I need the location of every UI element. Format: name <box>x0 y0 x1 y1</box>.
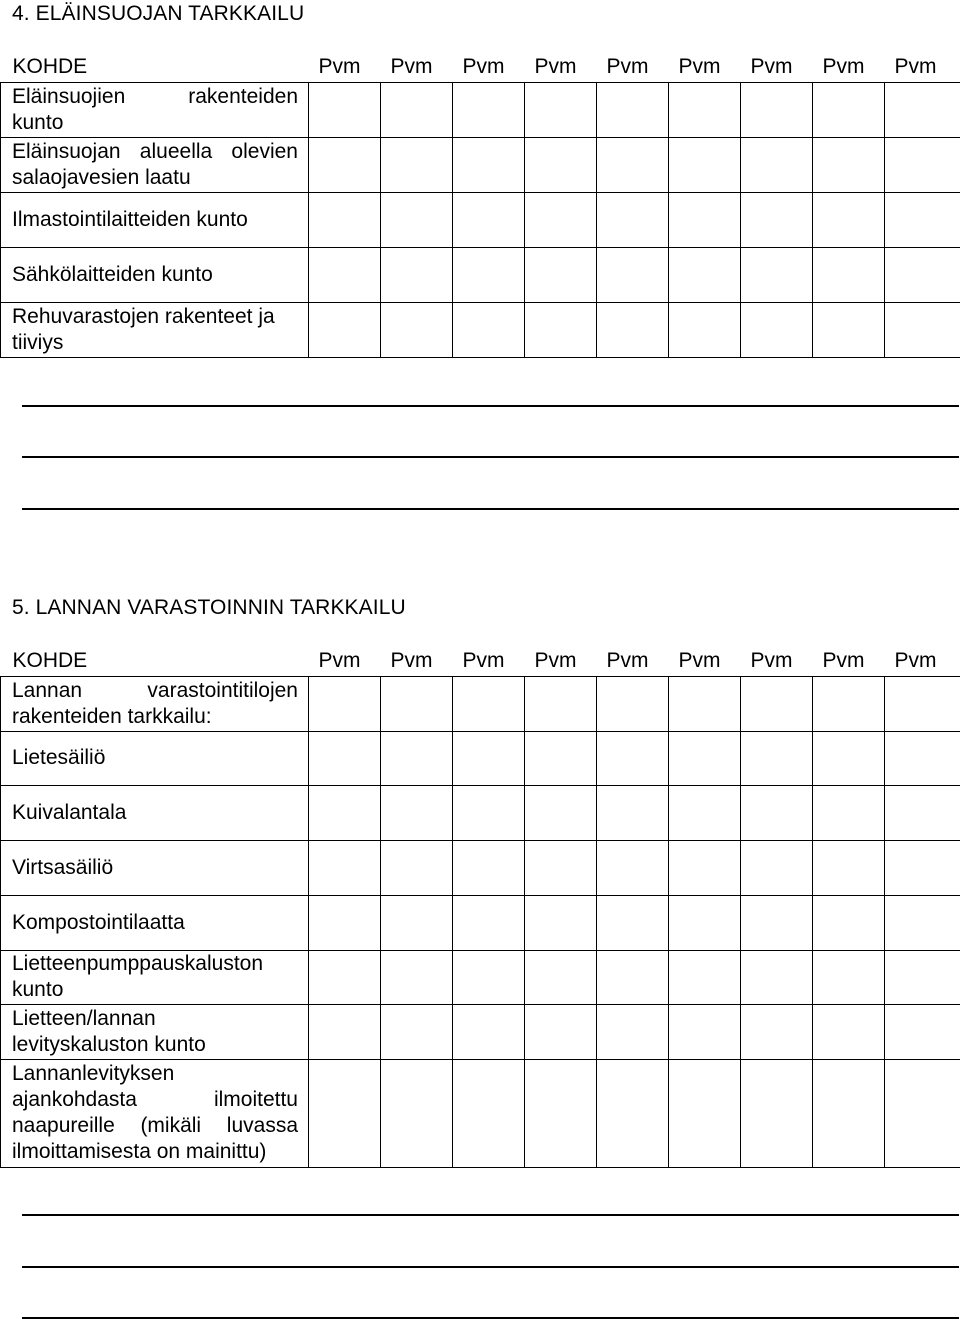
notes-line[interactable] <box>22 456 959 458</box>
column-header-date: Pvm <box>813 648 885 676</box>
table-row <box>1 1004 960 1059</box>
date-entry-cell[interactable] <box>597 950 669 1004</box>
section-5-title: 5. LANNAN VARASTOINNIN TARKKAILU <box>12 596 406 619</box>
manure-storage-inspection-table <box>0 648 960 1168</box>
column-header-date: Pvm <box>453 54 525 82</box>
table-row <box>1 676 960 731</box>
table-row <box>1 247 960 302</box>
date-entry-cell[interactable] <box>309 785 381 840</box>
column-header-date: Pvm <box>309 54 381 82</box>
date-entry-cell[interactable] <box>669 676 741 731</box>
date-entry-cell[interactable] <box>453 731 525 785</box>
column-header-date: Pvm <box>813 54 885 82</box>
date-entry-cell[interactable] <box>597 1004 669 1059</box>
date-entry-cell[interactable] <box>525 302 597 357</box>
date-entry-cell[interactable] <box>597 302 669 357</box>
date-entry-cell[interactable] <box>525 247 597 302</box>
date-entry-cell[interactable] <box>309 302 381 357</box>
date-entry-cell[interactable] <box>309 1059 381 1167</box>
row-label: Lietesäiliö <box>1 731 309 785</box>
date-entry-cell[interactable] <box>597 785 669 840</box>
date-entry-cell[interactable] <box>885 1004 960 1059</box>
notes-line[interactable] <box>22 508 959 510</box>
date-entry-cell[interactable] <box>741 247 813 302</box>
date-entry-cell[interactable] <box>309 950 381 1004</box>
date-entry-cell[interactable] <box>597 840 669 895</box>
date-entry-cell[interactable] <box>597 247 669 302</box>
date-entry-cell[interactable] <box>885 82 960 137</box>
structure-inspection-table <box>0 54 960 358</box>
date-entry-cell[interactable] <box>669 302 741 357</box>
date-entry-cell[interactable] <box>309 137 381 192</box>
date-entry-cell[interactable] <box>813 137 885 192</box>
column-header-date: Pvm <box>597 648 669 676</box>
date-entry-cell[interactable] <box>669 137 741 192</box>
date-entry-cell[interactable] <box>525 731 597 785</box>
column-header-date: Pvm <box>381 648 453 676</box>
column-header-date: Pvm <box>669 54 741 82</box>
notes-line[interactable] <box>22 405 959 407</box>
date-entry-cell[interactable] <box>381 840 453 895</box>
date-entry-cell[interactable] <box>885 302 960 357</box>
date-entry-cell[interactable] <box>669 950 741 1004</box>
row-label: Lietteenpumppauskaluston kunto <box>1 950 309 1004</box>
date-entry-cell[interactable] <box>813 302 885 357</box>
date-entry-cell[interactable] <box>669 82 741 137</box>
notes-line[interactable] <box>22 1317 959 1319</box>
date-entry-cell[interactable] <box>597 731 669 785</box>
date-entry-cell[interactable] <box>525 676 597 731</box>
date-entry-cell[interactable] <box>453 247 525 302</box>
date-entry-cell[interactable] <box>885 192 960 247</box>
date-entry-cell[interactable] <box>309 731 381 785</box>
date-entry-cell[interactable] <box>669 192 741 247</box>
column-header-date: Pvm <box>453 648 525 676</box>
date-entry-cell[interactable] <box>453 950 525 1004</box>
column-header-date: Pvm <box>885 54 960 82</box>
date-entry-cell[interactable] <box>885 731 960 785</box>
date-entry-cell[interactable] <box>885 1059 960 1167</box>
date-entry-cell[interactable] <box>453 1004 525 1059</box>
column-header-date: Pvm <box>669 648 741 676</box>
date-entry-cell[interactable] <box>381 1004 453 1059</box>
date-entry-cell[interactable] <box>813 247 885 302</box>
date-entry-cell[interactable] <box>309 82 381 137</box>
column-header-date: Pvm <box>885 648 960 676</box>
date-entry-cell[interactable] <box>381 731 453 785</box>
row-label: Virtsasäiliö <box>1 840 309 895</box>
date-entry-cell[interactable] <box>885 895 960 950</box>
date-entry-cell[interactable] <box>885 785 960 840</box>
row-label: Lietteen/lannan levityskaluston kunto <box>1 1004 309 1059</box>
date-entry-cell[interactable] <box>309 895 381 950</box>
date-entry-cell[interactable] <box>381 302 453 357</box>
date-entry-cell[interactable] <box>885 247 960 302</box>
date-entry-cell[interactable] <box>453 137 525 192</box>
date-entry-cell[interactable] <box>525 137 597 192</box>
date-entry-cell[interactable] <box>525 192 597 247</box>
date-entry-cell[interactable] <box>669 1059 741 1167</box>
date-entry-cell[interactable] <box>813 82 885 137</box>
row-label: Ilmastointilaitteiden kunto <box>1 192 309 247</box>
date-entry-cell[interactable] <box>309 192 381 247</box>
date-entry-cell[interactable] <box>525 895 597 950</box>
date-entry-cell[interactable] <box>381 676 453 731</box>
date-entry-cell[interactable] <box>741 1059 813 1167</box>
row-label: Eläinsuojien rakenteiden kunto <box>1 82 309 137</box>
date-entry-cell[interactable] <box>453 840 525 895</box>
table-header-row <box>1 648 960 676</box>
date-entry-cell[interactable] <box>597 676 669 731</box>
date-entry-cell[interactable] <box>813 676 885 731</box>
date-entry-cell[interactable] <box>669 895 741 950</box>
notes-line[interactable] <box>22 1214 959 1216</box>
row-label: Lannanlevityksen ajankohdasta ilmoitettu naapureille (mikäli luvassa ilmoittamisesta on mainittu) <box>1 1059 309 1167</box>
date-entry-cell[interactable] <box>813 192 885 247</box>
table-row <box>1 137 960 192</box>
row-label: Kompostointilaatta <box>1 895 309 950</box>
date-entry-cell[interactable] <box>453 785 525 840</box>
date-entry-cell[interactable] <box>741 731 813 785</box>
date-entry-cell[interactable] <box>813 1059 885 1167</box>
column-header-date: Pvm <box>525 648 597 676</box>
date-entry-cell[interactable] <box>813 950 885 1004</box>
date-entry-cell[interactable] <box>669 731 741 785</box>
table-row <box>1 82 960 137</box>
date-entry-cell[interactable] <box>741 1004 813 1059</box>
date-entry-cell[interactable] <box>453 895 525 950</box>
notes-line[interactable] <box>22 1266 959 1268</box>
date-entry-cell[interactable] <box>453 676 525 731</box>
table-row <box>1 950 960 1004</box>
date-entry-cell[interactable] <box>597 1059 669 1167</box>
table-row <box>1 192 960 247</box>
date-entry-cell[interactable] <box>741 950 813 1004</box>
column-header-kohde: KOHDE <box>1 648 309 676</box>
date-entry-cell[interactable] <box>309 676 381 731</box>
date-entry-cell[interactable] <box>741 895 813 950</box>
column-header-date: Pvm <box>741 54 813 82</box>
date-entry-cell[interactable] <box>597 192 669 247</box>
row-label: Sähkölaitteiden kunto <box>1 247 309 302</box>
date-entry-cell[interactable] <box>453 192 525 247</box>
table-row <box>1 1059 960 1167</box>
date-entry-cell[interactable] <box>741 137 813 192</box>
table-row <box>1 731 960 785</box>
date-entry-cell[interactable] <box>669 840 741 895</box>
date-entry-cell[interactable] <box>525 1059 597 1167</box>
date-entry-cell[interactable] <box>309 840 381 895</box>
date-entry-cell[interactable] <box>813 840 885 895</box>
date-entry-cell[interactable] <box>525 785 597 840</box>
row-label: Rehuvarastojen rakenteet ja tiiviys <box>1 302 309 357</box>
table-row <box>1 840 960 895</box>
date-entry-cell[interactable] <box>453 302 525 357</box>
date-entry-cell[interactable] <box>885 137 960 192</box>
date-entry-cell[interactable] <box>885 840 960 895</box>
column-header-date: Pvm <box>381 54 453 82</box>
date-entry-cell[interactable] <box>741 676 813 731</box>
date-entry-cell[interactable] <box>381 137 453 192</box>
table-row <box>1 785 960 840</box>
table-row <box>1 895 960 950</box>
date-entry-cell[interactable] <box>813 1004 885 1059</box>
date-entry-cell[interactable] <box>813 785 885 840</box>
date-entry-cell[interactable] <box>813 731 885 785</box>
date-entry-cell[interactable] <box>741 840 813 895</box>
date-entry-cell[interactable] <box>741 82 813 137</box>
date-entry-cell[interactable] <box>525 950 597 1004</box>
table-row <box>1 302 960 357</box>
table-header-row <box>1 54 960 82</box>
date-entry-cell[interactable] <box>525 82 597 137</box>
date-entry-cell[interactable] <box>525 1004 597 1059</box>
date-entry-cell[interactable] <box>885 950 960 1004</box>
date-entry-cell[interactable] <box>669 247 741 302</box>
date-entry-cell[interactable] <box>453 82 525 137</box>
date-entry-cell[interactable] <box>309 1004 381 1059</box>
date-entry-cell[interactable] <box>381 1059 453 1167</box>
section-4-title: 4. ELÄINSUOJAN TARKKAILU <box>12 2 305 25</box>
date-entry-cell[interactable] <box>525 840 597 895</box>
date-entry-cell[interactable] <box>381 247 453 302</box>
date-entry-cell[interactable] <box>597 137 669 192</box>
date-entry-cell[interactable] <box>741 302 813 357</box>
row-label: Lannan varastointitilojen rakenteiden tarkkailu: <box>1 676 309 731</box>
column-header-date: Pvm <box>597 54 669 82</box>
column-header-date: Pvm <box>309 648 381 676</box>
date-entry-cell[interactable] <box>597 895 669 950</box>
date-entry-cell[interactable] <box>381 785 453 840</box>
row-label: Kuivalantala <box>1 785 309 840</box>
date-entry-cell[interactable] <box>669 1004 741 1059</box>
date-entry-cell[interactable] <box>381 82 453 137</box>
date-entry-cell[interactable] <box>741 785 813 840</box>
column-header-kohde: KOHDE <box>1 54 309 82</box>
date-entry-cell[interactable] <box>381 895 453 950</box>
date-entry-cell[interactable] <box>669 785 741 840</box>
date-entry-cell[interactable] <box>381 192 453 247</box>
date-entry-cell[interactable] <box>741 192 813 247</box>
date-entry-cell[interactable] <box>813 895 885 950</box>
date-entry-cell[interactable] <box>597 82 669 137</box>
date-entry-cell[interactable] <box>381 950 453 1004</box>
date-entry-cell[interactable] <box>885 676 960 731</box>
column-header-date: Pvm <box>741 648 813 676</box>
date-entry-cell[interactable] <box>309 247 381 302</box>
column-header-date: Pvm <box>525 54 597 82</box>
row-label: Eläinsuojan alueella olevien salaojavesien laatu <box>1 137 309 192</box>
date-entry-cell[interactable] <box>453 1059 525 1167</box>
